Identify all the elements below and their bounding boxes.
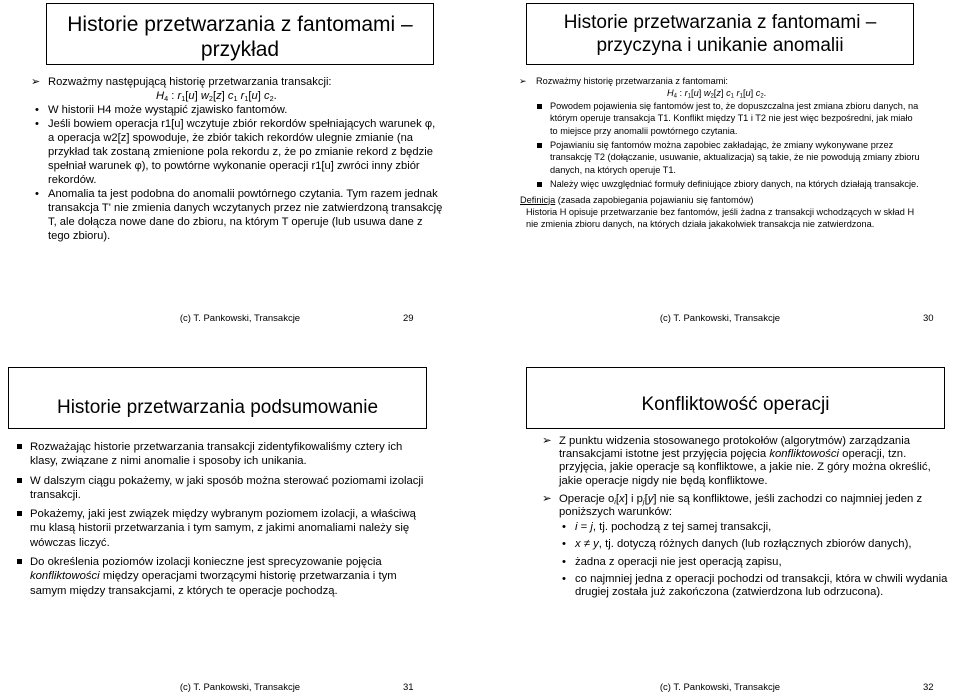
slide-title-line-2: przyczyna i unikanie anomalii (596, 34, 844, 56)
condition-text: żadna z operacji nie jest operacją zapisu, (575, 555, 782, 568)
slide-body (542, 435, 949, 599)
arrow-bullet-icon: ➢ (519, 76, 527, 86)
footer-author: (c) T. Pankowski, Transakcje (179, 313, 301, 324)
arrow-bullet-icon: ➢ (31, 76, 41, 88)
slide-30 (480, 0, 960, 349)
condition-item (559, 556, 949, 569)
bullet-item (35, 103, 443, 117)
arrow-bullet-icon: ➢ (542, 435, 552, 447)
formula-rendered: $H_4$ : $r_1[u]$ $w_2[z]$ $c_1$ $r_1[u]$ $c_2$. (667, 88, 767, 100)
slide-title-line-2: przykład (200, 38, 280, 62)
slide-title-text: Historie przetwarzania podsumowanie (56, 397, 379, 418)
bullet-text: Rozważmy historię przetwarzania z fantomami: (536, 76, 728, 86)
dot-bullet-icon: • (35, 118, 39, 130)
square-bullet-item (30, 474, 430, 503)
formula (48, 89, 443, 103)
slide-footer (480, 313, 960, 327)
condition-item (559, 521, 949, 534)
slide-body (30, 440, 430, 598)
slide-footer (0, 313, 480, 327)
square-bullet-icon (537, 182, 542, 187)
definition-body (526, 206, 921, 231)
bullet-item (542, 435, 949, 488)
square-bullet-icon (17, 511, 22, 516)
dot-bullet-icon: • (562, 572, 566, 585)
bullet-text: Rozważmy następującą historię przetwarzania transakcji: (48, 76, 332, 88)
bullet-text-rendered: Operacje $o_i[x]$ i $p_j[y]$ nie są konfliktowe, jeśli zachodzi co najmniej jeden z poniższych warunków: (559, 492, 923, 519)
slide-body (519, 75, 921, 231)
bullet-text: Pojawianiu się fantomów można zapobiec zakładając, że zmiany wykonywane przez transakcję T2 (dołączanie, usuwanie, aktualizacja) są takie, że nie powodują zmiany zbioru danych, na których operuje T1. (550, 140, 920, 175)
square-bullet-icon (17, 444, 22, 449)
slide-title-line-1: Historie przetwarzania z fantomami – (563, 12, 877, 33)
page-number: 31 (403, 682, 414, 693)
page-number: 29 (403, 313, 414, 324)
slide-body (31, 75, 443, 243)
slide-title-line-1: Historie przetwarzania z fantomami – (67, 13, 413, 36)
square-bullet-item (30, 507, 430, 550)
square-bullet-icon (537, 104, 542, 109)
square-bullet-item (30, 555, 430, 598)
emphasis-text: konfliktowości (769, 448, 840, 461)
dot-bullet-icon: • (35, 104, 39, 116)
slide-title-text: Konfliktowość operacji (641, 394, 830, 415)
square-bullet-item (536, 100, 921, 137)
slide-title (0, 397, 435, 420)
footer-author: (c) T. Pankowski, Transakcje (179, 682, 301, 693)
condition-rendered: i = j, tj. pochodzą z tej samej transakcji, (575, 521, 772, 534)
bullet-item (542, 492, 949, 519)
formula-rendered: $H_4$ : $r_1[u]$ $w_2[z]$ $c_1$ $r_1[u]$ $c_2$. (156, 90, 277, 103)
dot-bullet-icon: • (562, 555, 566, 568)
slide-29 (0, 0, 480, 349)
slide-32 (480, 350, 960, 699)
definition-heading (520, 194, 921, 206)
definition-note: (zasada zapobiegania pojawianiu się fantomów) (555, 194, 754, 205)
bullet-item (35, 117, 443, 187)
bullet-item (519, 75, 921, 87)
bullet-text: Jeśli bowiem operacja r1[u] wczytuje zbiór rekordów spełniających warunek φ, a operacja w2[z] spowoduje, że zbiór takich rekordów ulegnie zmianie (na przykład tak zostaną zmienione pola rekordu z, że po zmianie rekord z będzie spełniał warunek φ), to powtórne wykonanie operacji r1[u] zwróci inny zbiór rekordów. (48, 118, 436, 186)
bullet-item (35, 187, 443, 243)
definition-text: Historia H opisuje przetwarzanie bez fantomów, jeśli żadna z transakcji wchodzących w skład H nie zmienia zbioru danych, na których działa jakakolwiek transakcja nie zatwierdzona. (526, 207, 915, 230)
slide-footer (0, 682, 480, 696)
bullet-text: Rozważając historie przetwarzania transakcji zidentyfikowaliśmy cztery ich klasy, związane z nimi anomalie i sposoby ich unikania. (30, 441, 403, 468)
footer-author: (c) T. Pankowski, Transakcje (659, 313, 781, 324)
bullet-text: Anomalia ta jest podobna do anomalii powtórnego czytania. (48, 188, 344, 200)
square-bullet-icon (537, 143, 542, 148)
square-bullet-item (536, 178, 921, 190)
bullet-text: Należy więc uwzględniać formuły definiujące zbiory danych, na których działają transakcje. (550, 179, 919, 190)
slide-title (526, 394, 945, 417)
bullet-text-continued: operacji, tzn. przyjęcia, jakie operacje są konfliktowe, a jakie nie. Z góry można określić, jakie operacje nigdy nie będą konfliktowe. (559, 448, 931, 487)
bullet-text: Z punktu widzenia stosowanego protokołów (algorytmów) zarządzania transakcjami istotne jest przyjęcia pojęcia (559, 435, 911, 461)
condition-item (559, 538, 949, 551)
bullet-item (31, 75, 443, 89)
page-number: 32 (923, 682, 934, 693)
square-bullet-item (536, 139, 921, 176)
bullet-text: Powodem pojawienia się fantomów jest to, że dopuszczalna jest zmiana zbioru danych, na którym operuje transakcja T1. Konflikt między T1 i T2 nie jest więc bezpośredni, jak miało to miejsce przy anomalii powtórnego czytania. (550, 100, 919, 136)
bullet-text: Do określenia poziomów izolacji konieczne jest sprecyzowanie pojęcia (30, 556, 382, 569)
paragraph-text: Tym razem jednak transakcja T' nie zmienia danych wczytanych przez nie zatwierdzoną transakcję T, ale dołącza nowe dane do zbioru, na którym T operuje (lub usuwa dane z tego zbioru). (48, 188, 443, 242)
slide-title (480, 12, 960, 58)
bullet-text: W historii H4 może wystąpić zjawisko fantomów. (48, 104, 288, 116)
slide-31 (0, 350, 480, 699)
slide-title (0, 12, 480, 62)
condition-item (559, 573, 949, 599)
page-number: 30 (923, 313, 934, 324)
square-bullet-icon (17, 559, 22, 564)
square-bullet-item (30, 440, 430, 469)
dot-bullet-icon: • (35, 188, 39, 200)
square-bullet-icon (17, 478, 22, 483)
dot-bullet-icon: • (562, 538, 566, 551)
bullet-text: Pokażemy, jaki jest związek między wybranym poziomem izolacji, a właściwą mu klasą historii przetwarzania i tym samym, z jakimi anomaliami należy się wówczas liczyć. (30, 508, 416, 549)
emphasis-text: konfliktowości (30, 570, 100, 583)
condition-text: co najmniej jedna z operacji pochodzi od transakcji, która w chwili wydania drugiej została już zakończona (zatwierdzona lub odrzucona). (575, 572, 948, 599)
arrow-bullet-icon: ➢ (542, 492, 552, 505)
condition-rendered: x ≠ y, tj. dotyczą różnych danych (lub rozłącznych zbiorów danych), (575, 538, 912, 551)
bullet-text-continued: między operacjami tworzącymi historię przetwarzania i tym samym między transakcjami, z których te operacje pochodzą. (30, 570, 397, 597)
bullet-text: W dalszym ciągu pokażemy, w jaki sposób można sterować poziomami izolacji transakcji. (30, 474, 424, 501)
footer-author: (c) T. Pankowski, Transakcje (659, 682, 781, 693)
formula (536, 87, 921, 99)
slide-footer (480, 682, 960, 696)
definition-label: Definicja (520, 194, 556, 205)
dot-bullet-icon: • (562, 521, 566, 534)
